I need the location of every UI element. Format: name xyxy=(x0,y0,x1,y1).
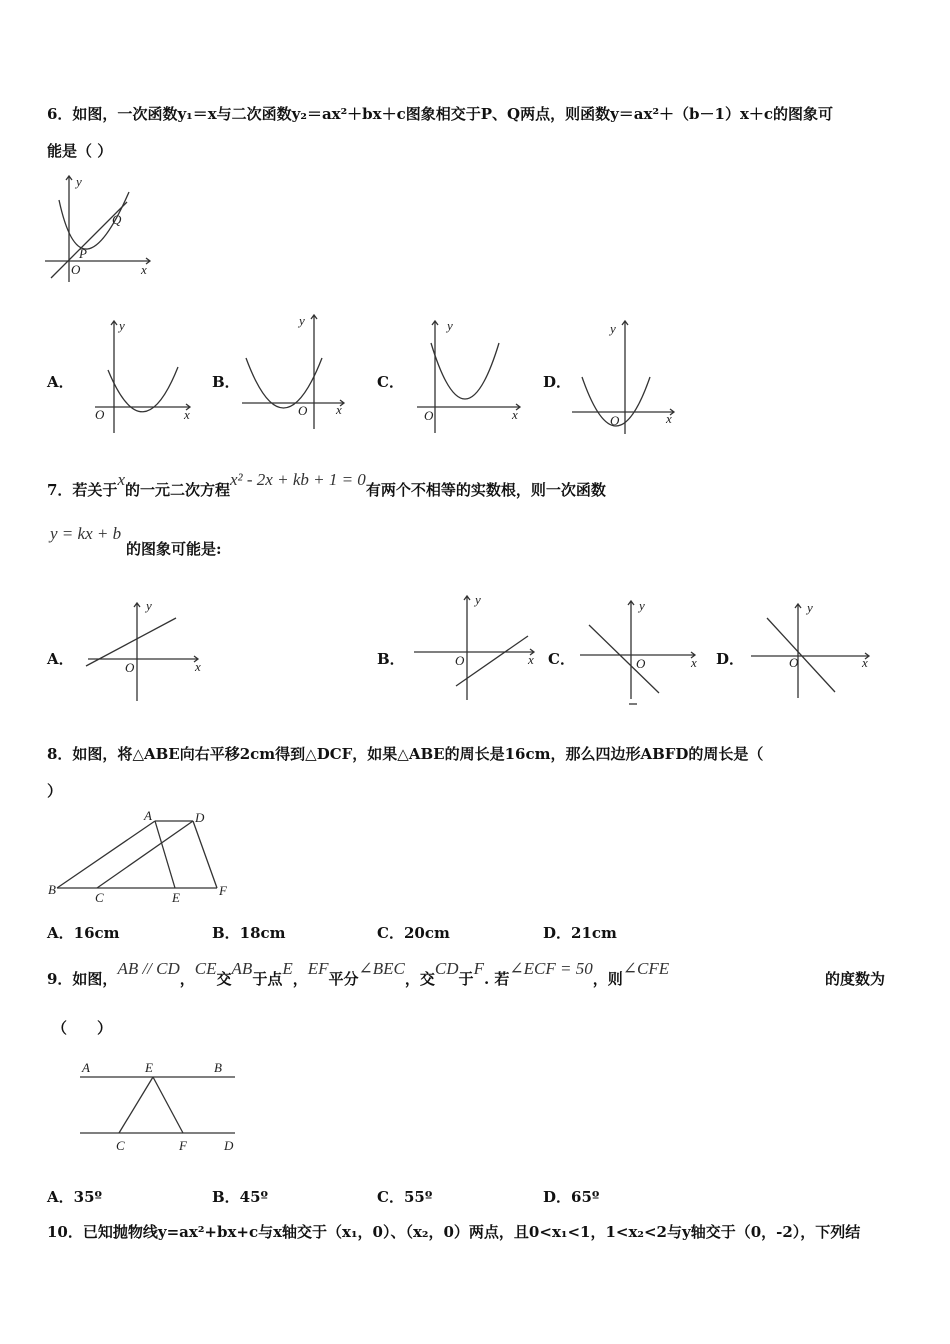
svg-text:O: O xyxy=(636,656,646,671)
svg-text:x: x xyxy=(195,659,201,674)
q7-option-a-graph xyxy=(80,598,210,703)
svg-text:y: y xyxy=(119,318,125,333)
svg-text:y: y xyxy=(610,321,616,336)
q7-mid: 的一元二次方程 xyxy=(124,481,230,499)
svg-text:x: x xyxy=(184,407,190,422)
svg-text:B: B xyxy=(214,1060,222,1075)
svg-text:O: O xyxy=(125,660,135,675)
q7-equation: x² - 2x + kb + 1 = 0 xyxy=(230,470,366,489)
svg-text:E: E xyxy=(172,890,180,905)
q8-option-d[interactable]: D．21cm xyxy=(543,924,617,942)
q7-option-a[interactable]: A． xyxy=(47,650,74,668)
q7-option-b[interactable]: B． xyxy=(377,650,405,668)
q8-stem-line2: ） xyxy=(47,782,63,800)
q9-stem-line2: （ ） xyxy=(52,1019,113,1037)
svg-text:O: O xyxy=(95,407,105,422)
q9-option-a[interactable]: A．35º xyxy=(47,1188,103,1206)
svg-text:x: x xyxy=(512,407,518,422)
svg-text:y: y xyxy=(146,598,152,613)
q8-figure xyxy=(45,808,235,903)
svg-text:O: O xyxy=(424,408,434,423)
svg-text:B: B xyxy=(48,882,56,897)
q7-option-c-graph xyxy=(575,597,705,707)
q7-num: 7．若关于 xyxy=(47,481,118,499)
q6-stem-line2: 能是（ ） xyxy=(47,142,113,160)
q6-option-b[interactable]: B． xyxy=(212,373,240,391)
q6-main-figure xyxy=(45,172,165,282)
q6-fig-x: x xyxy=(141,262,147,277)
svg-text:F: F xyxy=(179,1138,187,1153)
svg-text:y: y xyxy=(447,318,453,333)
svg-text:F: F xyxy=(219,883,227,898)
svg-text:O: O xyxy=(298,403,308,418)
svg-text:x: x xyxy=(666,411,672,426)
q6-option-b-graph xyxy=(240,310,350,430)
q6-option-a-graph xyxy=(90,315,200,435)
svg-text:x: x xyxy=(691,655,697,670)
q7-option-d[interactable]: D． xyxy=(716,650,745,668)
q8-stem-line1: 8．如图，将△ABE向右平移2cm得到△DCF，如果△ABE的周长是16cm，那么四边形ABFD的周长是（ xyxy=(47,745,764,763)
q8-option-b[interactable]: B．18cm xyxy=(212,924,286,942)
svg-text:A: A xyxy=(144,808,152,823)
svg-text:y: y xyxy=(475,592,481,607)
svg-text:O: O xyxy=(455,653,465,668)
svg-text:O: O xyxy=(610,413,620,428)
q6-option-d-graph xyxy=(570,315,685,435)
q6-fig-p: P xyxy=(79,246,87,261)
svg-text:x: x xyxy=(336,402,342,417)
q7-function: y = kx + b xyxy=(50,524,122,543)
q6-option-c[interactable]: C． xyxy=(377,373,404,391)
q7-option-d-graph xyxy=(745,600,880,700)
q6-fig-q: Q xyxy=(112,212,122,227)
svg-text:y: y xyxy=(299,313,305,328)
svg-text:C: C xyxy=(95,890,104,905)
svg-text:y: y xyxy=(807,600,813,615)
q7-stem-line2: 的图象可能是: xyxy=(126,540,222,558)
q9-stem-line1: 9．如图，AB // CD，CE交AB于点E，EF平分∠BEC，交CD于F. 若∠ECF = 50，则∠CFE xyxy=(47,959,670,988)
q9-figure xyxy=(75,1055,245,1155)
svg-text:y: y xyxy=(639,598,645,613)
q7-option-b-graph xyxy=(410,592,540,702)
q8-option-c[interactable]: C．20cm xyxy=(377,924,450,942)
q9-option-c[interactable]: C．55º xyxy=(377,1188,433,1206)
q7-end: 有两个不相等的实数根，则一次函数 xyxy=(365,481,606,499)
q9-option-b[interactable]: B．45º xyxy=(212,1188,269,1206)
q7-var-x: x xyxy=(117,470,125,489)
svg-text:D: D xyxy=(195,810,205,825)
q6-option-a[interactable]: A． xyxy=(47,373,74,391)
q7-stem-line1 xyxy=(47,469,606,499)
svg-text:A: A xyxy=(82,1060,90,1075)
q9-parallel: AB // CD xyxy=(117,959,180,978)
q6-stem-line1: 6．如图，一次函数y₁＝x与二次函数y₂＝ax²＋bx＋c图象相交于P、Q两点，则函数y＝ax²＋（b－1）x＋c的图象可 xyxy=(47,105,834,123)
svg-text:C: C xyxy=(116,1138,125,1153)
q10-stem-line1: 10．已知抛物线y=ax²+bx+c与x轴交于（x₁，0）、（x₂，0）两点，且0<x₁<1，1<x₂<2与y轴交于（0，-2），下列结 xyxy=(47,1223,861,1241)
q6-option-d[interactable]: D． xyxy=(543,373,572,391)
svg-text:x: x xyxy=(862,655,868,670)
q7-option-c[interactable]: C． xyxy=(548,650,575,668)
svg-text:x: x xyxy=(528,652,534,667)
q9-stem-end: 的度数为 xyxy=(825,970,886,988)
q6-option-c-graph xyxy=(415,315,530,435)
q6-fig-y: y xyxy=(76,174,82,189)
svg-text:E: E xyxy=(145,1060,153,1075)
q9-option-d[interactable]: D．65º xyxy=(543,1188,600,1206)
svg-text:D: D xyxy=(224,1138,234,1153)
svg-text:O: O xyxy=(789,655,799,670)
q6-fig-o: O xyxy=(71,262,81,277)
q8-option-a[interactable]: A．16cm xyxy=(47,924,120,942)
